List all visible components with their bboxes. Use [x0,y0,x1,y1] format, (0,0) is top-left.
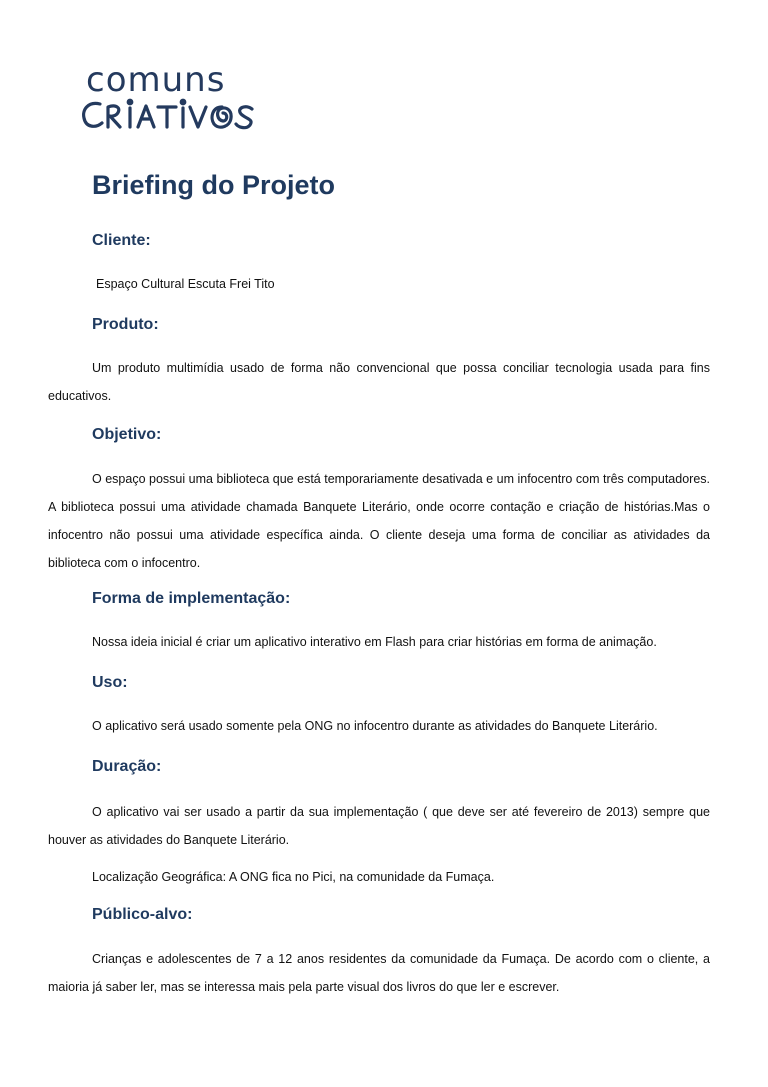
text-duracao: O aplicativo vai ser usado a partir da sua implementação ( que deve ser até fevereiro de 2013) sempre que houver as atividades do Banquete Literário. [48,805,710,847]
text-produto: Um produto multimídia usado de forma não convencional que possa conciliar tecnologia usada para fins educativos. [48,361,710,403]
heading-implementacao: Forma de implementação: [92,590,291,607]
heading-cliente: Cliente: [92,232,151,249]
logo [80,62,270,132]
logo-text-comuns: comuns [86,60,226,100]
heading-publico: Público-alvo: [92,906,193,923]
heading-produto: Produto: [92,316,159,333]
text-publico: Crianças e adolescentes de 7 a 12 anos residentes da comunidade da Fumaça. De acordo com o cliente, a maioria já saber ler, mas se interessa mais pela parte visual dos livros do que ler e escrever. [48,952,710,994]
text-localizacao: Localização Geográfica: A ONG fica no Pici, na comunidade da Fumaça. [92,870,495,884]
criativos-wordmark [80,98,270,132]
text-implementacao: Nossa ideia inicial é criar um aplicativo interativo em Flash para criar histórias em forma de animação. [92,635,657,649]
logo-text-criativos [80,98,270,137]
page-title: Briefing do Projeto [92,170,335,200]
text-uso: O aplicativo será usado somente pela ONG no infocentro durante as atividades do Banquete Literário. [92,719,658,733]
text-objetivo: O espaço possui uma biblioteca que está temporariamente desativada e um infocentro com três computadores. A biblioteca possui uma atividade chamada Banquete Literário, onde ocorre contação e criação de histórias.Mas o infocentro não possui uma atividade específica ainda. O cliente deseja uma forma de conciliar as atividades da biblioteca com o infocentro. [48,472,710,570]
heading-duracao: Duração: [92,758,162,775]
text-cliente: Espaço Cultural Escuta Frei Tito [96,277,275,291]
heading-uso: Uso: [92,674,128,691]
heading-objetivo: Objetivo: [92,426,162,443]
